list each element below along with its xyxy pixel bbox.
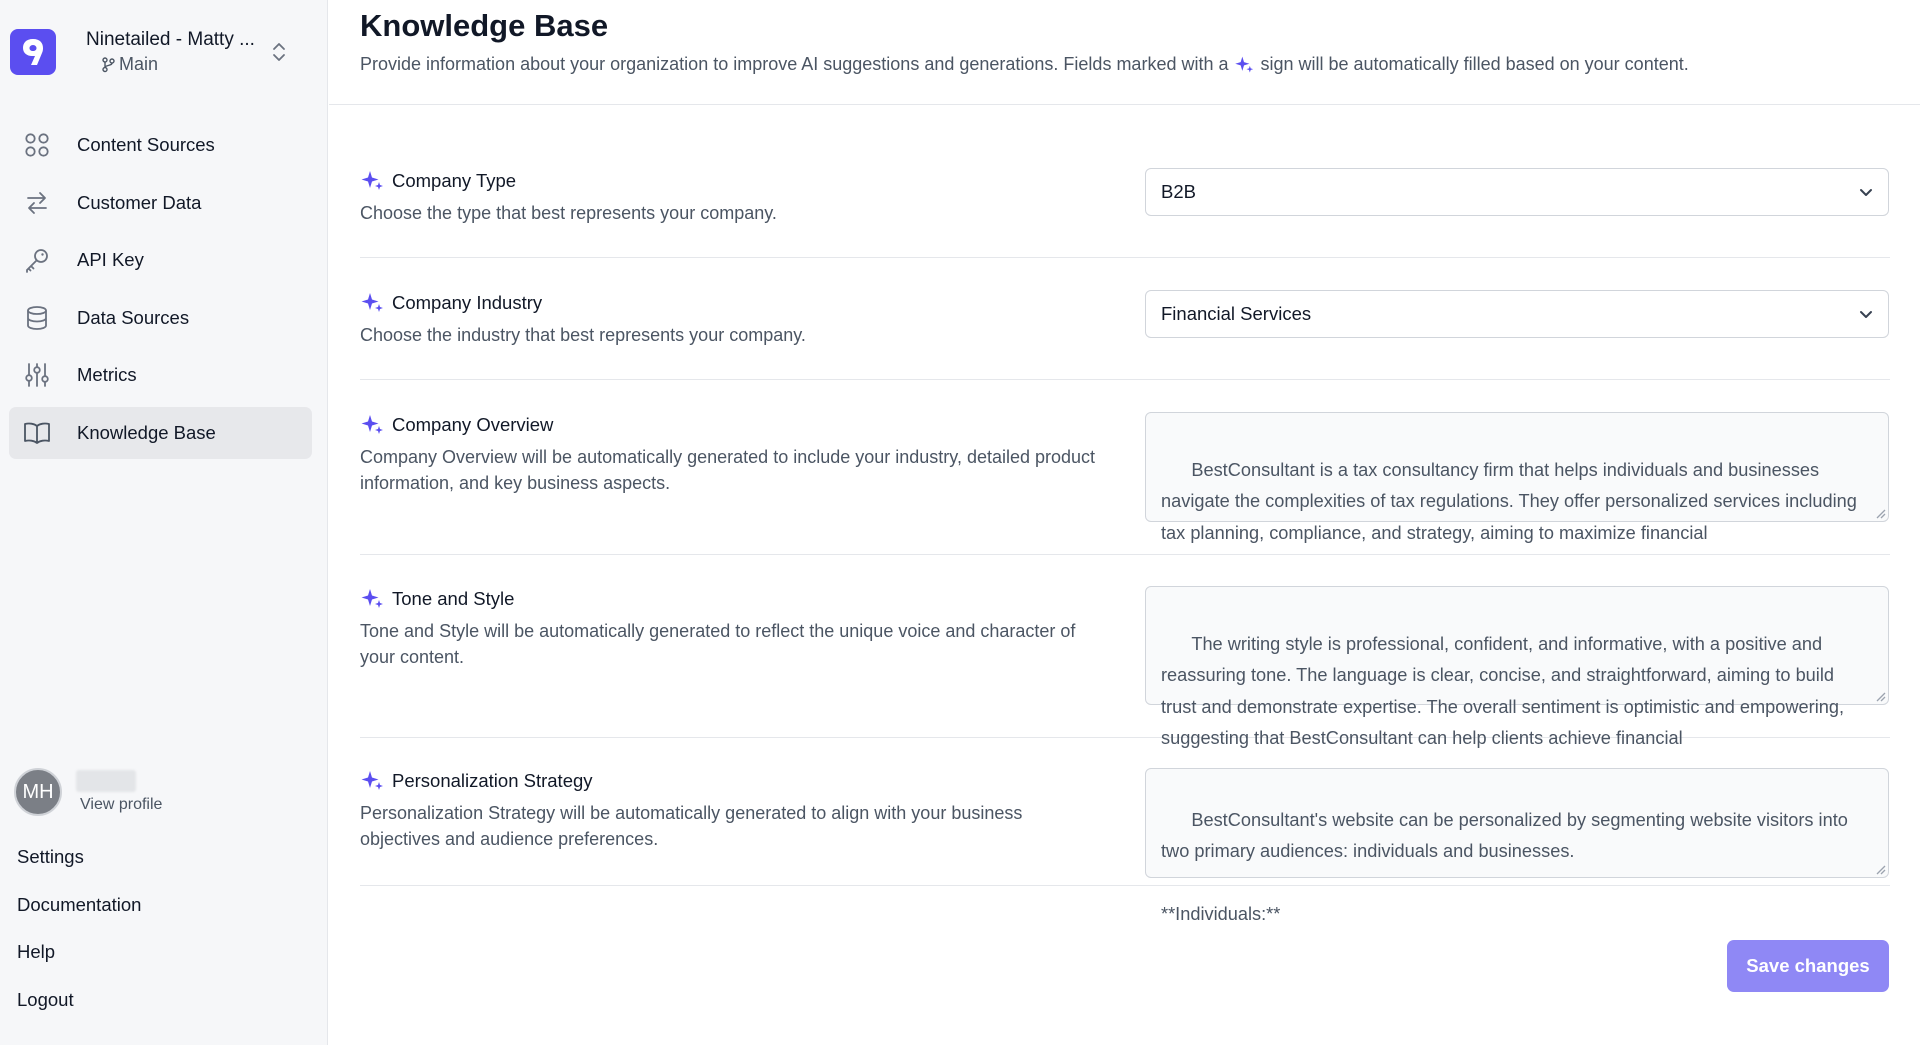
chevron-down-icon	[1858, 306, 1874, 322]
sidebar-item-customer-data[interactable]	[9, 177, 312, 229]
company-overview-textarea[interactable]	[1145, 412, 1889, 543]
sidebar-item-label: API Key	[77, 249, 144, 270]
tone-style-label	[360, 587, 514, 611]
arrows-swap-icon	[23, 189, 51, 217]
sidebar-item-label: Customer Data	[77, 191, 202, 213]
section-company-type	[360, 105, 1890, 258]
personalization-description: Personalization Strategy will be automatically generated to align with your business objectives and audience preferences.	[360, 803, 1023, 849]
company-industry-description: Choose the industry that best represents your company.	[360, 325, 806, 345]
sidebar-item-data-sources[interactable]	[9, 292, 312, 344]
company-type-title: Company Type	[392, 170, 517, 191]
page-description	[360, 54, 1689, 75]
sidebar-item-content-sources[interactable]	[9, 119, 312, 171]
database-icon	[23, 304, 51, 332]
logout-link[interactable]: Logout	[17, 988, 74, 1010]
book-icon	[23, 419, 51, 447]
profile-name-redacted	[76, 770, 136, 792]
company-industry-select[interactable]	[1145, 290, 1889, 338]
company-type-label	[360, 169, 516, 193]
tone-style-textarea[interactable]	[1145, 586, 1889, 748]
sidebar-item-label: Knowledge Base	[77, 421, 216, 443]
page-description-end: sign will be automatically filled based on your content.	[1260, 54, 1689, 74]
sparkle-icon	[360, 587, 384, 611]
company-overview-description: Company Overview will be automatically generated to include your industry, detailed product information, and key business aspects.	[360, 447, 1096, 493]
company-type-select[interactable]	[1145, 168, 1889, 216]
company-overview-label	[360, 413, 553, 437]
section-tone-style	[360, 555, 1890, 748]
avatar[interactable]: MH	[14, 768, 62, 816]
tone-style-title: Tone and Style	[392, 588, 515, 609]
company-type-description: Choose the type that best represents your company.	[360, 203, 777, 223]
company-overview-text: BestConsultant is a tax consultancy firm that helps individuals and businesses navigate the complexities of tax regulations. They offer personalized services including tax planning, compliance, and strategy, aiming to maximize financial	[1161, 459, 1862, 543]
personalization-text: BestConsultant's website can be personalized by segmenting website visitors into two primary audiences: individuals and businesses. **Individuals:**	[1161, 809, 1848, 924]
sparkle-icon	[360, 413, 384, 437]
profile[interactable]	[14, 768, 162, 816]
sparkle-icon	[360, 291, 384, 315]
sidebar-item-metrics[interactable]	[9, 349, 312, 401]
documentation-link[interactable]: Documentation	[17, 893, 142, 915]
company-overview-title: Company Overview	[392, 414, 554, 435]
sidebar-bottom-links	[17, 833, 141, 1023]
personalization-title: Personalization Strategy	[392, 770, 593, 791]
branch-icon	[102, 57, 115, 72]
company-industry-label	[360, 291, 542, 315]
grid-icon	[23, 131, 51, 159]
resize-handle-icon[interactable]	[1874, 690, 1886, 702]
help-link[interactable]: Help	[17, 941, 56, 962]
sparkle-icon	[360, 169, 384, 193]
company-industry-value: Financial Services	[1161, 303, 1312, 324]
chevron-down-icon	[1858, 184, 1874, 200]
settings-link[interactable]: Settings	[17, 846, 84, 867]
company-industry-title: Company Industry	[392, 292, 543, 313]
sidebar-item-label: Content Sources	[77, 134, 215, 155]
save-changes-button[interactable]: Save changes	[1727, 940, 1889, 992]
app-logo-icon	[10, 29, 56, 75]
resize-handle-icon[interactable]	[1874, 863, 1886, 875]
resize-handle-icon[interactable]	[1874, 507, 1886, 519]
main-content	[329, 0, 1920, 1045]
tone-style-description: Tone and Style will be automatically generated to reflect the unique voice and character of your content.	[360, 621, 1076, 667]
workspace-branch	[102, 52, 255, 76]
section-personalization-strategy	[360, 738, 1890, 924]
sparkle-icon	[1234, 55, 1254, 75]
sidebar-item-knowledge-base[interactable]	[9, 407, 312, 459]
workspace-switcher[interactable]	[10, 28, 310, 76]
personalization-textarea[interactable]	[1145, 768, 1889, 924]
section-company-industry	[360, 258, 1890, 380]
chevron-up-down-icon[interactable]	[272, 40, 286, 64]
sidebar-item-label: Data Sources	[77, 306, 190, 328]
sidebar-item-api-key[interactable]	[9, 234, 312, 286]
sidebar-item-label: Metrics	[77, 364, 137, 385]
personalization-label	[360, 769, 593, 793]
branch-label: Main	[119, 54, 159, 74]
tone-style-text: The writing style is professional, confident, and informative, with a positive and reassuring tone. The language is clear, concise, and straightforward, aiming to build trust and demonstrate expertise. The overall sentiment is optimistic and empowering, suggesting that BestConsultant can help clients achieve financial	[1161, 633, 1850, 748]
sidebar-nav	[9, 119, 312, 464]
sliders-icon	[23, 361, 51, 389]
sparkle-icon	[360, 769, 384, 793]
view-profile-link[interactable]: View profile	[80, 796, 163, 813]
page-title: Knowledge Base	[360, 8, 609, 43]
workspace-name: Ninetailed - Matty ...	[86, 29, 255, 50]
key-icon	[23, 246, 51, 274]
sidebar	[0, 0, 328, 1045]
page-description-start: Provide information about your organization to improve AI suggestions and generations. Fields marked with a	[360, 54, 1229, 74]
company-type-value: B2B	[1161, 181, 1196, 202]
section-company-overview	[360, 380, 1890, 555]
